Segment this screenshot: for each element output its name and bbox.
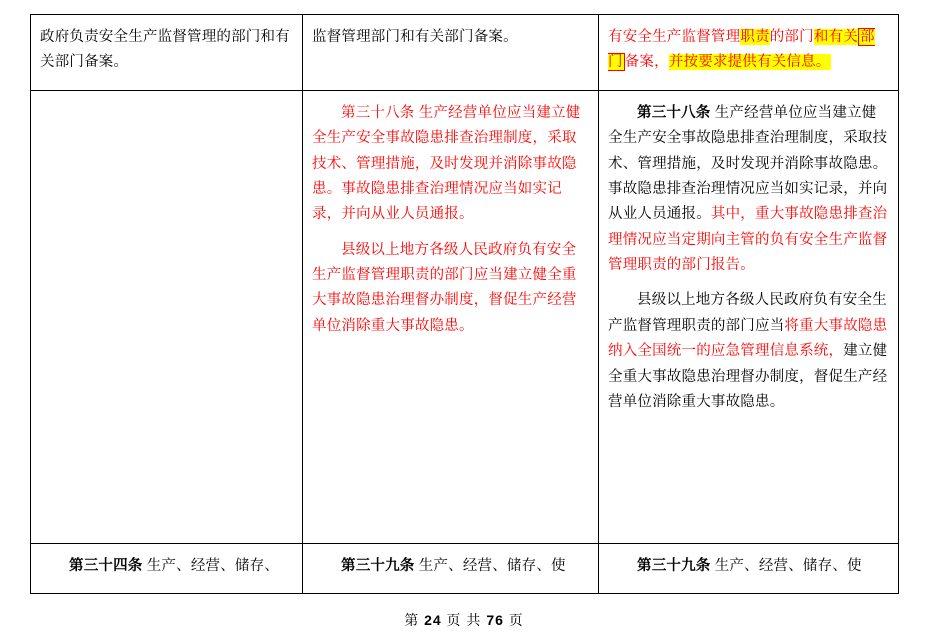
text-run: 生产、经营、储存、	[142, 557, 280, 574]
text-run: 的部门	[769, 29, 814, 45]
inserted-text-run: 其中，重大事故隐患排查治理情况应当定期向主管的负有安全生产监督管理职责的部门报告。	[608, 206, 888, 273]
table-cell-draft	[303, 90, 599, 543]
boxed-highlighted-text-run: 部门	[608, 29, 875, 71]
text-run: 生产、经营、储存、使	[710, 557, 862, 574]
table-row	[31, 90, 899, 543]
table-cell-old-law	[31, 15, 303, 91]
paragraph-text: 第三十八条 生产经营单位应当建立健全生产安全事故隐患排查治理制度，采取技术、管理措施，及时发现并消除事故隐患。事故隐患排查治理情况应当如实记录，并向从业人员通报。	[312, 104, 581, 223]
footer-prefix: 第	[404, 612, 420, 628]
table-cell-new-law	[599, 90, 899, 543]
footer-suffix: 页	[508, 612, 524, 628]
footer-middle: 页 共	[446, 612, 482, 628]
paragraph-text: 政府负责安全生产监督管理的部门和有关部门备案。	[40, 29, 290, 71]
highlighted-text-run: 并按要求提供有关信息。	[668, 54, 831, 71]
text-run: 有安全生产监督管理	[608, 29, 741, 45]
paragraph-text	[608, 288, 889, 415]
paragraph-text: 县级以上地方各级人民政府负有安全生产监督管理职责的部门应当建立健全重大事故隐患治理督办制度，督促生产经营单位消除重大事故隐患。	[312, 241, 577, 334]
highlighted-text-run: 职责	[740, 29, 770, 45]
page-footer	[0, 610, 928, 630]
text-run: 县级以上地方各级人民政府负有安全生产监督管理职责的部门应当	[608, 292, 887, 334]
article-number: 第三十九条	[637, 557, 711, 574]
text-run: 建立健全重大事故隐患治理督办制度，督促生产经营单位消除重大事故隐患。	[608, 343, 888, 410]
table-row	[31, 543, 899, 593]
table-cell-draft	[303, 15, 599, 91]
footer-total-pages: 76	[486, 612, 504, 628]
comparison-table	[30, 14, 899, 594]
text-run: 生产经营单位应当建立健全生产安全事故隐患排查治理制度，采取技术、管理措施，及时发现并消除事故隐患。事故隐患排查治理情况应当如实记录，并向从业人员通报。	[608, 104, 888, 223]
text-run: 备案，	[624, 54, 669, 71]
table-row	[31, 15, 899, 91]
article-number: 第三十四条	[69, 557, 143, 574]
revised-paragraph	[608, 25, 889, 76]
article-number: 第三十八条	[637, 104, 711, 121]
table-cell-new-law	[599, 15, 899, 91]
article-number: 第三十九条	[341, 557, 415, 574]
paragraph-text	[40, 554, 293, 579]
paragraph-text	[608, 554, 889, 579]
paragraph-text	[608, 101, 889, 279]
table-cell-new-law	[599, 543, 899, 593]
inserted-text-run: 将重大事故隐患纳入全国统一的应急管理信息系统，	[608, 317, 888, 360]
table-cell-old-law	[31, 543, 303, 593]
paragraph-text	[312, 554, 589, 579]
text-run: 生产、经营、储存、使	[414, 557, 566, 574]
footer-current-page: 24	[424, 612, 442, 628]
table-cell-draft	[303, 543, 599, 593]
paragraph-text: 监督管理部门和有关部门备案。	[312, 29, 518, 45]
highlighted-text-run: 和有关	[813, 29, 858, 45]
table-cell-old-law-empty	[31, 90, 303, 543]
